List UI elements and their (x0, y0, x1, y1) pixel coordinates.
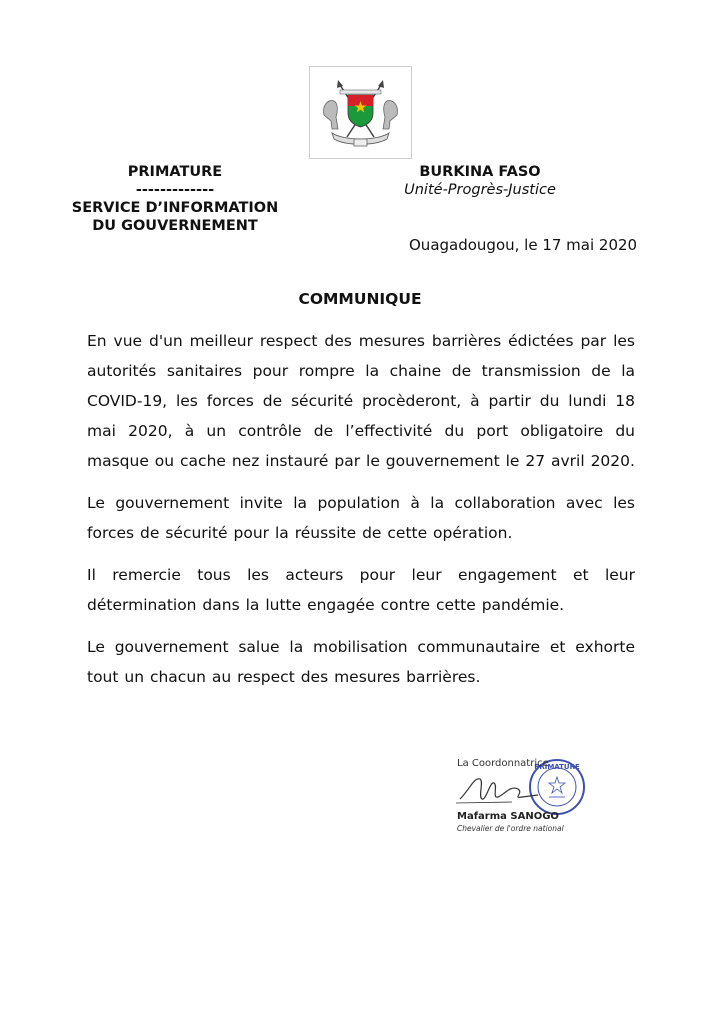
issuer-line-1: PRIMATURE (127, 164, 223, 180)
communique-body (87, 326, 635, 704)
issuer-separator: ------------- (135, 182, 215, 198)
dateline: Ouagadougou, le 17 mai 2020 (409, 236, 638, 254)
coat-of-arms (309, 66, 412, 159)
document-title: COMMUNIQUE (298, 290, 422, 308)
signatory-honor: Chevalier de l'ordre national (457, 824, 564, 833)
signature-block (452, 755, 592, 835)
stamp-text: PRIMATURE (534, 763, 580, 771)
issuer-line-2: SERVICE D’INFORMATION (71, 200, 279, 216)
paragraph: Le gouvernement salue la mobilisation communautaire et exhorte tout un chacun au respect des mesures barrières. (87, 638, 635, 686)
signatory-name: Mafarma SANOGO (457, 811, 559, 822)
paragraph: En vue d'un meilleur respect des mesures barrières édictées par les autorités sanitaires pour rompre la chaine de transmission de la COVID-19, les forces de sécurité procèderont, à partir du lundi 18 mai 2020, à un contrôle de l’effectivité du port obligatoire du masque ou cache nez instauré par le gouvernement le 27 avril 2020. (87, 332, 635, 470)
coat-of-arms-icon (310, 67, 411, 158)
paragraph: Il remercie tous les acteurs pour leur engagement et leur détermination dans la lutte engagée contre cette pandémie. (87, 566, 635, 614)
country-motto: Unité-Progrès-Justice (404, 182, 556, 198)
paragraph: Le gouvernement invite la population à la collaboration avec les forces de sécurité pour la réussite de cette opération. (87, 494, 635, 542)
issuer-header (60, 163, 290, 235)
issuer-line-3: DU GOUVERNEMENT (92, 218, 258, 234)
country-name: BURKINA FASO (419, 164, 541, 180)
signatory-role: La Coordonnatrice (457, 758, 549, 769)
country-header (380, 163, 580, 199)
handwritten-signature-icon (452, 769, 542, 809)
